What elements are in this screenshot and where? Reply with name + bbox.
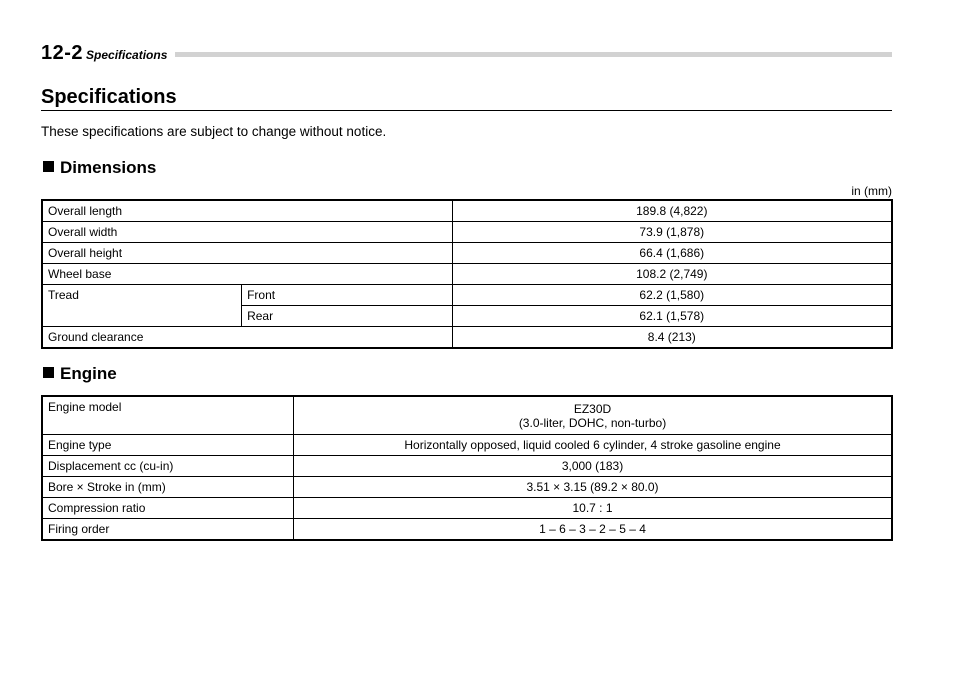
table-row: [42, 200, 892, 222]
row-label: Overall height: [42, 243, 452, 264]
row-label: Wheel base: [42, 264, 452, 285]
row-label: Ground clearance: [42, 327, 452, 349]
table-row: [42, 243, 892, 264]
table-row: [42, 327, 892, 349]
row-sublabel: Rear: [242, 306, 453, 327]
row-label-empty: [42, 306, 242, 327]
table-row: [42, 306, 892, 327]
row-sublabel: Front: [242, 285, 453, 306]
table-row: [42, 222, 892, 243]
header-label: [41, 42, 175, 65]
row-label: Compression ratio: [42, 498, 294, 519]
engine-heading: [43, 364, 117, 384]
table-row: [42, 456, 892, 477]
row-label: Tread: [42, 285, 242, 306]
table-row: [42, 396, 892, 435]
dimensions-heading-text: Dimensions: [60, 158, 157, 177]
row-label: Engine model: [42, 396, 294, 435]
dimensions-unit: in (mm): [851, 184, 892, 198]
row-value: 62.1 (1,578): [452, 306, 892, 327]
table-row: [42, 519, 892, 541]
row-value: 66.4 (1,686): [452, 243, 892, 264]
row-value: 3,000 (183): [294, 456, 892, 477]
row-value: 8.4 (213): [452, 327, 892, 349]
intro-text: These specifications are subject to change without notice.: [41, 124, 387, 139]
row-value: 108.2 (2,749): [452, 264, 892, 285]
row-value: 73.9 (1,878): [452, 222, 892, 243]
dimensions-heading: [43, 158, 156, 178]
engine-heading-text: Engine: [60, 364, 117, 383]
table-row: [42, 264, 892, 285]
dimensions-table: [41, 199, 893, 349]
row-label: Firing order: [42, 519, 294, 541]
table-row: [42, 477, 892, 498]
title-divider: [41, 110, 892, 111]
row-value: 62.2 (1,580): [452, 285, 892, 306]
page-title: Specifications: [41, 86, 177, 108]
page-section-name: Specifications: [86, 48, 168, 62]
engine-table: [41, 395, 893, 541]
row-value: 1 – 6 – 3 – 2 – 5 – 4: [294, 519, 892, 541]
row-label: Overall width: [42, 222, 452, 243]
row-value: [294, 396, 892, 435]
row-value: 189.8 (4,822): [452, 200, 892, 222]
square-bullet-icon: [43, 367, 54, 378]
engine-model-desc: (3.0-liter, DOHC, non-turbo): [518, 415, 667, 430]
row-label: Engine type: [42, 435, 294, 456]
row-value: 3.51 × 3.15 (89.2 × 80.0): [294, 477, 892, 498]
page-header: [41, 42, 892, 64]
page-number: 12-2: [41, 42, 84, 64]
table-row: [42, 498, 892, 519]
table-row: [42, 285, 892, 306]
row-label: Overall length: [42, 200, 452, 222]
row-label: Bore × Stroke in (mm): [42, 477, 294, 498]
engine-model-code: EZ30D: [573, 401, 612, 416]
row-value: 10.7 : 1: [294, 498, 892, 519]
square-bullet-icon: [43, 161, 54, 172]
table-row: [42, 435, 892, 456]
row-value: Horizontally opposed, liquid cooled 6 cylinder, 4 stroke gasoline engine: [294, 435, 892, 456]
row-label: Displacement cc (cu-in): [42, 456, 294, 477]
